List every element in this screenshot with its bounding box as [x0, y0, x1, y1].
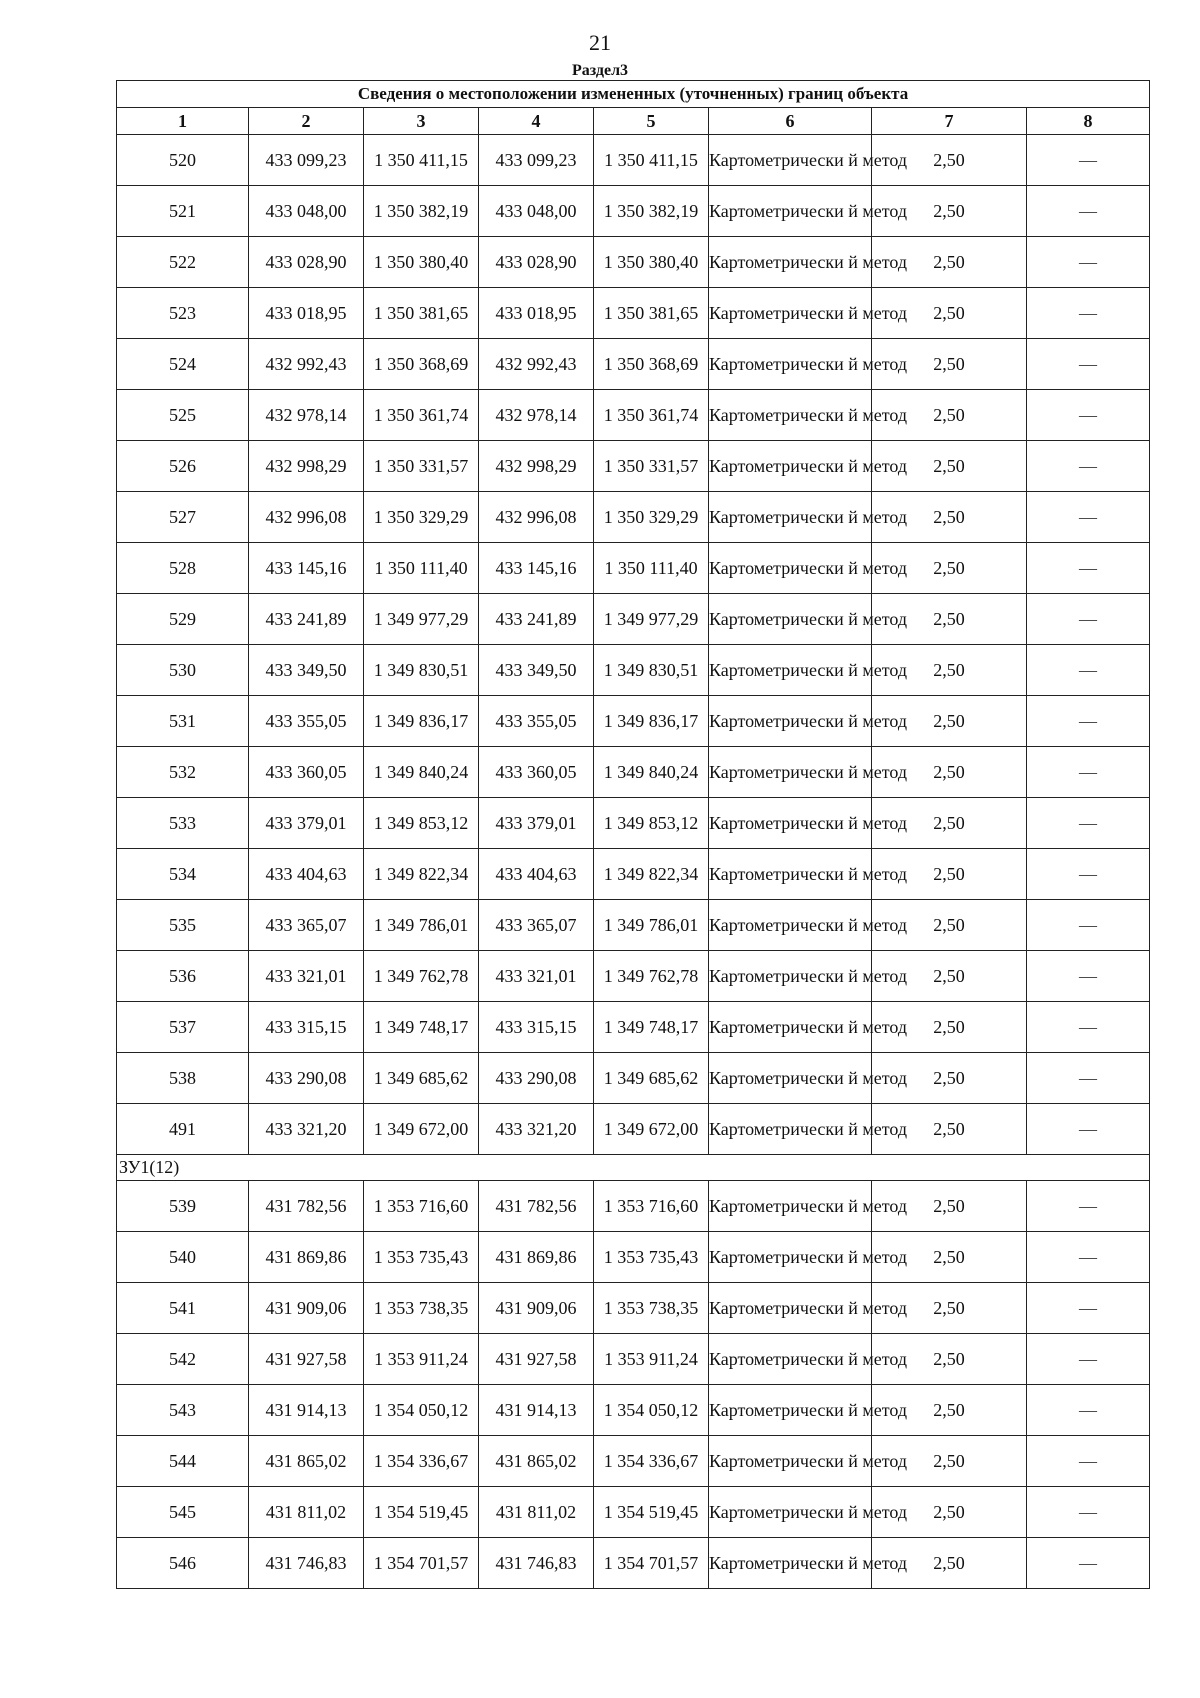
point-number-cell: 530: [117, 645, 249, 696]
point-number-cell: 537: [117, 1002, 249, 1053]
y-new-cell: 1 354 336,67: [594, 1436, 709, 1487]
x-new-cell: 431 782,56: [479, 1181, 594, 1232]
point-number-cell: 527: [117, 492, 249, 543]
description-cell: —: [1027, 747, 1150, 798]
accuracy-cell: 2,50: [872, 1487, 1027, 1538]
y-new-cell: 1 350 361,74: [594, 390, 709, 441]
x-new-cell: 432 996,08: [479, 492, 594, 543]
accuracy-cell: 2,50: [872, 135, 1027, 186]
accuracy-cell: 2,50: [872, 186, 1027, 237]
y-existing-cell: 1 349 822,34: [364, 849, 479, 900]
y-existing-cell: 1 350 331,57: [364, 441, 479, 492]
description-cell: —: [1027, 1334, 1150, 1385]
x-new-cell: 433 321,20: [479, 1104, 594, 1155]
description-cell: —: [1027, 1385, 1150, 1436]
point-number-cell: 529: [117, 594, 249, 645]
accuracy-cell: 2,50: [872, 1334, 1027, 1385]
table-row: [117, 390, 1150, 441]
y-new-cell: 1 349 672,00: [594, 1104, 709, 1155]
point-number-cell: 541: [117, 1283, 249, 1334]
description-cell: —: [1027, 1104, 1150, 1155]
accuracy-cell: 2,50: [872, 951, 1027, 1002]
table-row: [117, 237, 1150, 288]
description-cell: —: [1027, 798, 1150, 849]
x-new-cell: 433 365,07: [479, 900, 594, 951]
y-existing-cell: 1 353 911,24: [364, 1334, 479, 1385]
x-existing-cell: 431 909,06: [249, 1283, 364, 1334]
y-new-cell: 1 349 822,34: [594, 849, 709, 900]
x-new-cell: 433 018,95: [479, 288, 594, 339]
accuracy-cell: 2,50: [872, 543, 1027, 594]
method-cell: Картометрически й метод: [709, 186, 872, 237]
x-new-cell: 431 927,58: [479, 1334, 594, 1385]
x-new-cell: 431 909,06: [479, 1283, 594, 1334]
method-cell: Картометрически й метод: [709, 1283, 872, 1334]
y-existing-cell: 1 354 519,45: [364, 1487, 479, 1538]
description-cell: —: [1027, 288, 1150, 339]
table-row: [117, 1334, 1150, 1385]
point-number-cell: 532: [117, 747, 249, 798]
accuracy-cell: 2,50: [872, 441, 1027, 492]
x-existing-cell: 433 028,90: [249, 237, 364, 288]
accuracy-cell: 2,50: [872, 288, 1027, 339]
x-existing-cell: 432 998,29: [249, 441, 364, 492]
table-row: [117, 1283, 1150, 1334]
column-number-header: 4: [479, 108, 594, 135]
table-row: [117, 900, 1150, 951]
x-new-cell: 431 914,13: [479, 1385, 594, 1436]
x-new-cell: 433 349,50: [479, 645, 594, 696]
y-new-cell: 1 350 411,15: [594, 135, 709, 186]
y-existing-cell: 1 349 840,24: [364, 747, 479, 798]
point-number-cell: 521: [117, 186, 249, 237]
column-number-header: 8: [1027, 108, 1150, 135]
x-existing-cell: 433 349,50: [249, 645, 364, 696]
method-cell: Картометрически й метод: [709, 1053, 872, 1104]
y-existing-cell: 1 353 738,35: [364, 1283, 479, 1334]
method-cell: Картометрически й метод: [709, 1181, 872, 1232]
accuracy-cell: 2,50: [872, 390, 1027, 441]
table-body: [117, 135, 1150, 1589]
description-cell: —: [1027, 237, 1150, 288]
description-cell: —: [1027, 1053, 1150, 1104]
y-new-cell: 1 349 853,12: [594, 798, 709, 849]
table-row: [117, 288, 1150, 339]
point-number-cell: 538: [117, 1053, 249, 1104]
point-number-cell: 543: [117, 1385, 249, 1436]
description-cell: —: [1027, 1232, 1150, 1283]
point-number-cell: 522: [117, 237, 249, 288]
x-existing-cell: 433 241,89: [249, 594, 364, 645]
description-cell: —: [1027, 390, 1150, 441]
table-row: [117, 1002, 1150, 1053]
y-existing-cell: 1 349 685,62: [364, 1053, 479, 1104]
description-cell: —: [1027, 186, 1150, 237]
x-new-cell: 432 978,14: [479, 390, 594, 441]
x-new-cell: 433 379,01: [479, 798, 594, 849]
table-row: [117, 798, 1150, 849]
x-existing-cell: 433 315,15: [249, 1002, 364, 1053]
x-existing-cell: 431 927,58: [249, 1334, 364, 1385]
accuracy-cell: 2,50: [872, 798, 1027, 849]
point-number-cell: 535: [117, 900, 249, 951]
point-number-cell: 539: [117, 1181, 249, 1232]
table-row: [117, 747, 1150, 798]
x-new-cell: 431 746,83: [479, 1538, 594, 1589]
point-number-cell: 544: [117, 1436, 249, 1487]
table-row: [117, 1104, 1150, 1155]
table-row: [117, 1181, 1150, 1232]
point-number-cell: 546: [117, 1538, 249, 1589]
accuracy-cell: 2,50: [872, 594, 1027, 645]
x-existing-cell: 431 746,83: [249, 1538, 364, 1589]
x-new-cell: 433 315,15: [479, 1002, 594, 1053]
y-existing-cell: 1 354 050,12: [364, 1385, 479, 1436]
x-new-cell: 433 321,01: [479, 951, 594, 1002]
y-existing-cell: 1 349 977,29: [364, 594, 479, 645]
x-existing-cell: 433 048,00: [249, 186, 364, 237]
y-new-cell: 1 349 836,17: [594, 696, 709, 747]
x-existing-cell: 433 321,20: [249, 1104, 364, 1155]
point-number-cell: 536: [117, 951, 249, 1002]
description-cell: —: [1027, 543, 1150, 594]
y-existing-cell: 1 349 672,00: [364, 1104, 479, 1155]
method-cell: Картометрически й метод: [709, 237, 872, 288]
accuracy-cell: 2,50: [872, 1385, 1027, 1436]
x-new-cell: 432 998,29: [479, 441, 594, 492]
x-existing-cell: 433 360,05: [249, 747, 364, 798]
y-new-cell: 1 353 911,24: [594, 1334, 709, 1385]
column-number-header: 5: [594, 108, 709, 135]
accuracy-cell: 2,50: [872, 1436, 1027, 1487]
table-row: [117, 849, 1150, 900]
point-number-cell: 523: [117, 288, 249, 339]
description-cell: —: [1027, 441, 1150, 492]
table-row: [117, 441, 1150, 492]
method-cell: Картометрически й метод: [709, 696, 872, 747]
description-cell: —: [1027, 492, 1150, 543]
y-existing-cell: 1 350 382,19: [364, 186, 479, 237]
table-row: [117, 186, 1150, 237]
y-new-cell: 1 350 368,69: [594, 339, 709, 390]
coordinates-table: [116, 80, 1150, 1589]
method-cell: Картометрически й метод: [709, 339, 872, 390]
method-cell: Картометрически й метод: [709, 543, 872, 594]
point-number-cell: 545: [117, 1487, 249, 1538]
point-number-cell: 520: [117, 135, 249, 186]
x-existing-cell: 431 782,56: [249, 1181, 364, 1232]
point-number-cell: 491: [117, 1104, 249, 1155]
x-new-cell: 433 360,05: [479, 747, 594, 798]
x-new-cell: 433 404,63: [479, 849, 594, 900]
y-new-cell: 1 353 735,43: [594, 1232, 709, 1283]
method-cell: Картометрически й метод: [709, 1436, 872, 1487]
accuracy-cell: 2,50: [872, 1232, 1027, 1283]
description-cell: —: [1027, 951, 1150, 1002]
y-new-cell: 1 353 738,35: [594, 1283, 709, 1334]
table-row: [117, 645, 1150, 696]
accuracy-cell: 2,50: [872, 1538, 1027, 1589]
y-existing-cell: 1 349 836,17: [364, 696, 479, 747]
y-new-cell: 1 349 830,51: [594, 645, 709, 696]
y-existing-cell: 1 354 336,67: [364, 1436, 479, 1487]
column-number-header: 1: [117, 108, 249, 135]
y-existing-cell: 1 350 381,65: [364, 288, 479, 339]
point-number-cell: 525: [117, 390, 249, 441]
x-new-cell: 433 048,00: [479, 186, 594, 237]
accuracy-cell: 2,50: [872, 1104, 1027, 1155]
description-cell: —: [1027, 594, 1150, 645]
point-number-cell: 524: [117, 339, 249, 390]
description-cell: —: [1027, 1002, 1150, 1053]
x-existing-cell: 433 365,07: [249, 900, 364, 951]
y-new-cell: 1 354 519,45: [594, 1487, 709, 1538]
column-number-header: 3: [364, 108, 479, 135]
y-new-cell: 1 353 716,60: [594, 1181, 709, 1232]
x-existing-cell: 431 869,86: [249, 1232, 364, 1283]
description-cell: —: [1027, 339, 1150, 390]
accuracy-cell: 2,50: [872, 339, 1027, 390]
y-existing-cell: 1 354 701,57: [364, 1538, 479, 1589]
table-row: [117, 951, 1150, 1002]
accuracy-cell: 2,50: [872, 1053, 1027, 1104]
method-cell: Картометрически й метод: [709, 492, 872, 543]
table-row: [117, 1053, 1150, 1104]
y-existing-cell: 1 349 830,51: [364, 645, 479, 696]
method-cell: Картометрически й метод: [709, 1334, 872, 1385]
accuracy-cell: 2,50: [872, 747, 1027, 798]
point-number-cell: 534: [117, 849, 249, 900]
description-cell: —: [1027, 696, 1150, 747]
table-caption: Сведения о местоположении измененных (уточненных) границ объекта: [117, 81, 1150, 108]
x-existing-cell: 433 145,16: [249, 543, 364, 594]
accuracy-cell: 2,50: [872, 1002, 1027, 1053]
y-existing-cell: 1 353 735,43: [364, 1232, 479, 1283]
x-new-cell: 432 992,43: [479, 339, 594, 390]
y-existing-cell: 1 350 111,40: [364, 543, 479, 594]
point-number-cell: 542: [117, 1334, 249, 1385]
table-row: [117, 543, 1150, 594]
y-existing-cell: 1 349 748,17: [364, 1002, 479, 1053]
column-number-header: 6: [709, 108, 872, 135]
y-new-cell: 1 350 331,57: [594, 441, 709, 492]
accuracy-cell: 2,50: [872, 492, 1027, 543]
y-existing-cell: 1 350 368,69: [364, 339, 479, 390]
x-new-cell: 433 355,05: [479, 696, 594, 747]
x-existing-cell: 433 290,08: [249, 1053, 364, 1104]
method-cell: Картометрически й метод: [709, 900, 872, 951]
y-new-cell: 1 349 685,62: [594, 1053, 709, 1104]
method-cell: Картометрически й метод: [709, 135, 872, 186]
y-existing-cell: 1 349 762,78: [364, 951, 479, 1002]
method-cell: Картометрически й метод: [709, 645, 872, 696]
description-cell: —: [1027, 1538, 1150, 1589]
accuracy-cell: 2,50: [872, 645, 1027, 696]
y-new-cell: 1 349 840,24: [594, 747, 709, 798]
section-title: Раздел3: [571, 62, 629, 79]
table-row: [117, 1385, 1150, 1436]
x-existing-cell: 432 992,43: [249, 339, 364, 390]
x-new-cell: 433 028,90: [479, 237, 594, 288]
method-cell: Картометрически й метод: [709, 1385, 872, 1436]
accuracy-cell: 2,50: [872, 237, 1027, 288]
x-existing-cell: 431 811,02: [249, 1487, 364, 1538]
x-new-cell: 433 145,16: [479, 543, 594, 594]
point-number-cell: 540: [117, 1232, 249, 1283]
page-number: 21: [589, 30, 611, 55]
description-cell: —: [1027, 900, 1150, 951]
y-new-cell: 1 349 748,17: [594, 1002, 709, 1053]
group-row: [117, 1155, 1150, 1181]
x-existing-cell: 433 321,01: [249, 951, 364, 1002]
y-new-cell: 1 350 382,19: [594, 186, 709, 237]
method-cell: Картометрически й метод: [709, 1487, 872, 1538]
description-cell: —: [1027, 1436, 1150, 1487]
x-existing-cell: 432 978,14: [249, 390, 364, 441]
x-new-cell: 433 290,08: [479, 1053, 594, 1104]
y-existing-cell: 1 349 786,01: [364, 900, 479, 951]
y-existing-cell: 1 350 411,15: [364, 135, 479, 186]
y-new-cell: 1 354 050,12: [594, 1385, 709, 1436]
y-new-cell: 1 350 380,40: [594, 237, 709, 288]
method-cell: Картометрически й метод: [709, 594, 872, 645]
column-number-header: 2: [249, 108, 364, 135]
point-number-cell: 533: [117, 798, 249, 849]
y-new-cell: 1 349 786,01: [594, 900, 709, 951]
point-number-cell: 526: [117, 441, 249, 492]
table-row: [117, 696, 1150, 747]
y-existing-cell: 1 349 853,12: [364, 798, 479, 849]
table-row: [117, 1232, 1150, 1283]
x-existing-cell: 433 404,63: [249, 849, 364, 900]
description-cell: —: [1027, 135, 1150, 186]
y-new-cell: 1 349 977,29: [594, 594, 709, 645]
point-number-cell: 528: [117, 543, 249, 594]
point-number-cell: 531: [117, 696, 249, 747]
x-new-cell: 431 869,86: [479, 1232, 594, 1283]
description-cell: —: [1027, 849, 1150, 900]
y-new-cell: 1 350 381,65: [594, 288, 709, 339]
table-row: [117, 1436, 1150, 1487]
x-existing-cell: 432 996,08: [249, 492, 364, 543]
x-new-cell: 433 241,89: [479, 594, 594, 645]
accuracy-cell: 2,50: [872, 900, 1027, 951]
description-cell: —: [1027, 1181, 1150, 1232]
method-cell: Картометрически й метод: [709, 288, 872, 339]
method-cell: Картометрически й метод: [709, 1104, 872, 1155]
table-row: [117, 339, 1150, 390]
y-new-cell: 1 354 701,57: [594, 1538, 709, 1589]
description-cell: —: [1027, 645, 1150, 696]
description-cell: —: [1027, 1487, 1150, 1538]
x-new-cell: 431 865,02: [479, 1436, 594, 1487]
x-existing-cell: 431 865,02: [249, 1436, 364, 1487]
accuracy-cell: 2,50: [872, 1283, 1027, 1334]
method-cell: Картометрически й метод: [709, 441, 872, 492]
x-existing-cell: 433 099,23: [249, 135, 364, 186]
method-cell: Картометрически й метод: [709, 798, 872, 849]
method-cell: Картометрически й метод: [709, 951, 872, 1002]
description-cell: —: [1027, 1283, 1150, 1334]
x-new-cell: 433 099,23: [479, 135, 594, 186]
table-row: [117, 492, 1150, 543]
table-row: [117, 1487, 1150, 1538]
y-new-cell: 1 350 329,29: [594, 492, 709, 543]
x-existing-cell: 433 379,01: [249, 798, 364, 849]
method-cell: Картометрически й метод: [709, 390, 872, 441]
table-row: [117, 594, 1150, 645]
method-cell: Картометрически й метод: [709, 1538, 872, 1589]
y-new-cell: 1 349 762,78: [594, 951, 709, 1002]
group-label: ЗУ1(12): [117, 1155, 1150, 1181]
method-cell: Картометрически й метод: [709, 1002, 872, 1053]
y-existing-cell: 1 350 361,74: [364, 390, 479, 441]
method-cell: Картометрически й метод: [709, 1232, 872, 1283]
x-existing-cell: 433 018,95: [249, 288, 364, 339]
x-existing-cell: 433 355,05: [249, 696, 364, 747]
y-existing-cell: 1 350 329,29: [364, 492, 479, 543]
accuracy-cell: 2,50: [872, 1181, 1027, 1232]
y-existing-cell: 1 353 716,60: [364, 1181, 479, 1232]
y-existing-cell: 1 350 380,40: [364, 237, 479, 288]
accuracy-cell: 2,50: [872, 696, 1027, 747]
x-existing-cell: 431 914,13: [249, 1385, 364, 1436]
table-row: [117, 1538, 1150, 1589]
x-new-cell: 431 811,02: [479, 1487, 594, 1538]
y-new-cell: 1 350 111,40: [594, 543, 709, 594]
table-row: [117, 135, 1150, 186]
method-cell: Картометрически й метод: [709, 747, 872, 798]
accuracy-cell: 2,50: [872, 849, 1027, 900]
method-cell: Картометрически й метод: [709, 849, 872, 900]
column-number-header: 7: [872, 108, 1027, 135]
